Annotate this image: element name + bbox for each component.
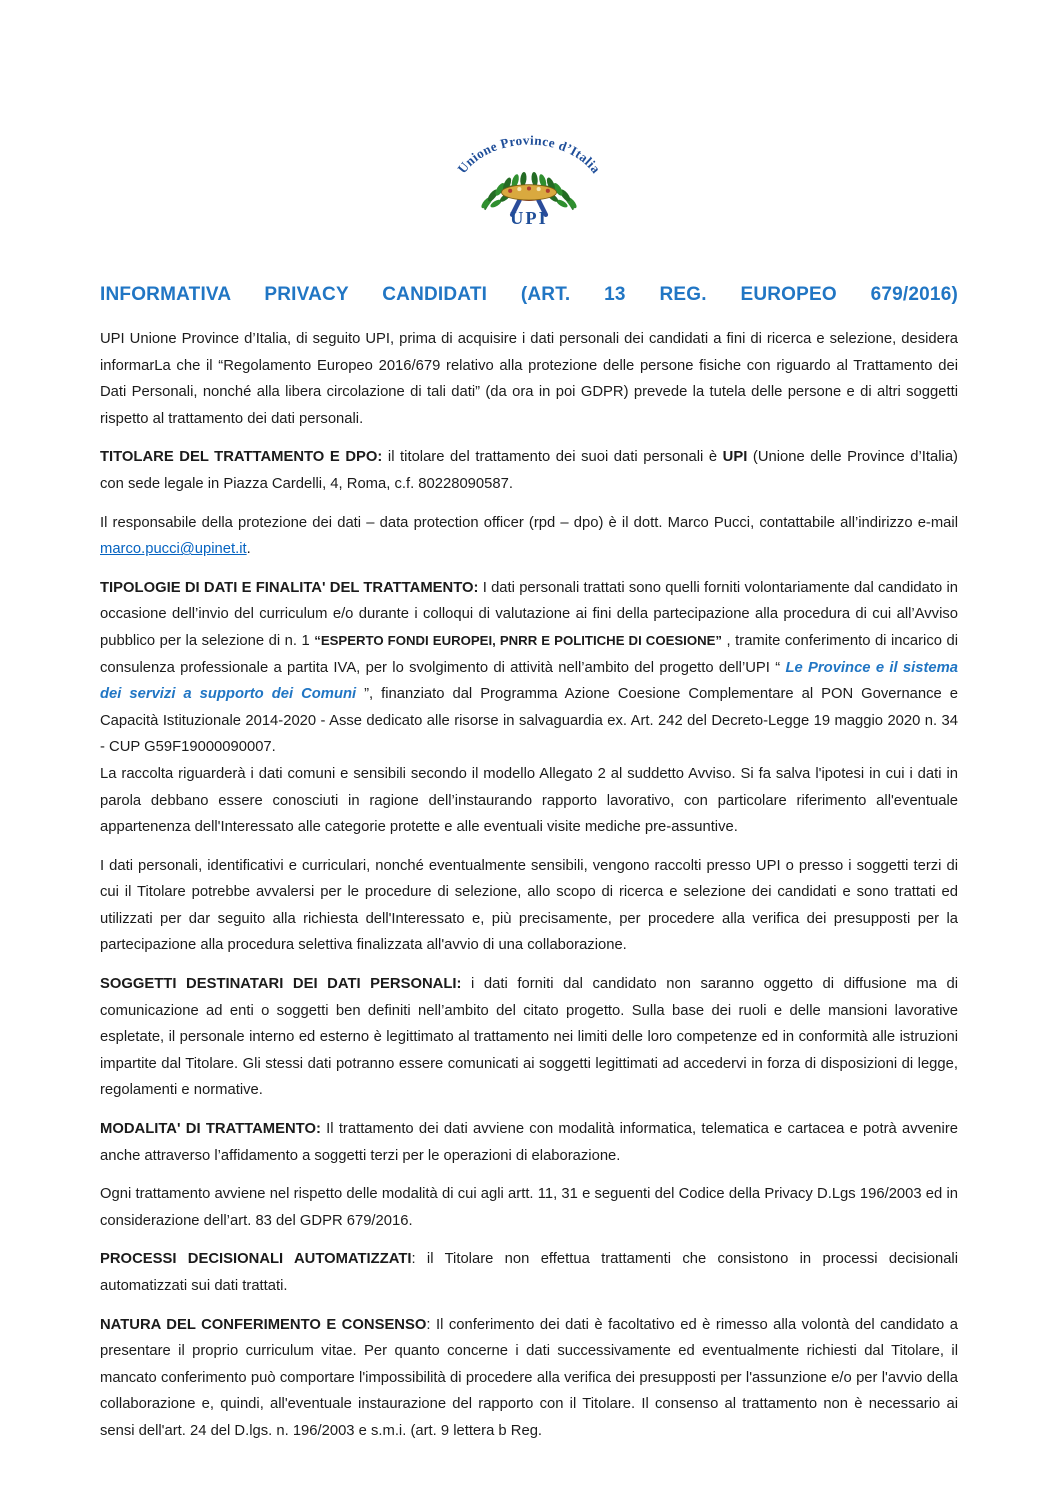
paragraph-soggetti-destinatari xyxy=(100,971,958,1104)
section-lead-titolare: TITOLARE DEL TRATTAMENTO E DPO: xyxy=(100,449,383,466)
text-run: : Il conferimento dei dati è facoltativo ed è rimesso alla volontà del candidato a presentare il proprio curriculum vitae. Per quanto concerne i dati successivamente ed eventualmente richiesti dal Titolare, il mancato conferimento può comportare l'impossibilità di procedere alla verifica dei presupposti per l'assunzione e/o per l'avvio della collaborazione e, quindi, all'eventuale instaurazione del rapporto con il Titolare. Il consenso al trattamento non è necessario ai sensi dell'art. 24 del D.lgs. n. 196/2003 e s.m.i. (art. 9 lettera b Reg. xyxy=(100,1316,958,1439)
section-lead-soggetti: SOGGETTI DESTINATARI DEI DATI PERSONALI: xyxy=(100,976,462,993)
text-run: I dati personali, identificativi e curriculari, nonché eventualmente sensibili, vengono raccolti presso UPI o presso i soggetti terzi di cui il Titolare potrebbe avvalersi per le procedure di selezione, allo scopo di ricerca e selezione dei candidati e sono trattati ed utilizzati per dar seguito alla richiesta dell'Interessato e, più precisamente, per procedere alla verifica dei presupposti per la partecipazione alla procedura selettiva finalizzata all'avvio di una collaborazione. xyxy=(100,857,958,954)
email-link[interactable]: marco.pucci@upinet.it xyxy=(100,541,247,558)
text-run: . xyxy=(246,541,251,558)
paragraph-dpo-contact xyxy=(100,510,958,563)
text-run: il titolare del trattamento dei suoi dati personali è xyxy=(387,449,723,466)
section-lead-natura: NATURA DEL CONFERIMENTO E CONSENSO xyxy=(100,1316,427,1333)
paragraph-modalita xyxy=(100,1116,958,1169)
logo-arc-text: Unione Province d’Italia xyxy=(454,132,604,177)
document-body xyxy=(100,284,958,1445)
text-run: Il responsabile della protezione dei dati – data protection officer (rpd – dpo) è il dott. Marco Pucci, contattabile all’indirizzo e-mail xyxy=(100,514,958,531)
text-run-bold: UPI xyxy=(722,449,748,466)
paragraph-natura-consenso xyxy=(100,1312,958,1445)
section-lead-processi: PROCESSI DECISIONALI AUTOMATIZZATI xyxy=(100,1251,412,1268)
logo-acronym: UPI xyxy=(510,207,548,228)
paragraph-raccolta-dati xyxy=(100,853,958,959)
text-run: I dati personali trattati sono quelli forniti volontariamente dal candidato in occasione dell’invio del curriculum e/o durante i colloqui di valutazione ai fini della partecipazione alla procedura di cui all’Avviso pubblico per la selezione di n. 1 xyxy=(100,579,958,649)
section-lead-modalita: MODALITA' DI TRATTAMENTO: xyxy=(100,1121,321,1138)
text-run: ”, finanziato dal Programma Azione Coesione Complementare al PON Governance e Capacità Istituzionale 2014-2020 - Asse dedicato alle risorse in salvaguardia ex. Art. 242 del Decreto-Legge 19 maggio 2020 n. 34 - CUP G59F19000090007. xyxy=(100,686,958,756)
text-run-project-name: Le Province e il sistema dei servizi a supporto dei Comuni xyxy=(100,659,958,703)
text-run: UPI Unione Province d’Italia, di seguito UPI, prima di acquisire i dati personali dei candidati a fini di ricerca e selezione, desidera informarLa che il “Regolamento Europeo 2016/679 relativo alla protezione delle persone fisiche con riguardo al Trattamento dei Dati Personali, nonché alla libera circolazione di tali dati” (da ora in poi GDPR) prevede la tutela delle persone e di altri soggetti rispetto al trattamento dei dati personali. xyxy=(100,331,958,427)
upi-logo xyxy=(0,0,1058,228)
section-lead-tipologie: TIPOLOGIE DI DATI E FINALITA' DEL TRATTAMENTO: xyxy=(100,579,479,596)
page-title: INFORMATIVA PRIVACY CANDIDATI (ART. 13 REG. EUROPEO 679/2016) xyxy=(100,284,958,305)
paragraph-codice-privacy xyxy=(100,1181,958,1234)
text-run: , tramite conferimento di incarico di consulenza professionale a partita IVA, per lo svolgimento di attività nell’ambito del progetto dell’UPI “ xyxy=(100,632,958,676)
paragraph-intro xyxy=(100,326,958,432)
text-run-role-title: “ESPERTO FONDI EUROPEI, PNRR E POLITICHE DI COESIONE” xyxy=(314,632,723,648)
text-run: Ogni trattamento avviene nel rispetto delle modalità di cui agli artt. 11, 31 e seguenti del Codice della Privacy D.Lgs 196/2003 ed in considerazione dell’art. 83 del GDPR 679/2016. xyxy=(100,1186,958,1229)
paragraph-processi-automatizzati xyxy=(100,1246,958,1299)
paragraph-tipologie xyxy=(100,575,958,761)
upi-crest-icon xyxy=(439,118,619,228)
text-run: (Unione delle Province d’Italia) con sede legale in Piazza Cardelli, 4, Roma, c.f. 80228090587. xyxy=(100,449,958,492)
paragraph-raccolta xyxy=(100,761,958,841)
text-run: Il trattamento dei dati avviene con modalità informatica, telematica e cartacea e potrà avvenire anche attraverso l’affidamento a soggetti terzi per le operazioni di elaborazione. xyxy=(100,1121,958,1164)
paragraph-titolare-dpo xyxy=(100,444,958,497)
text-run: : il Titolare non effettua trattamenti che consistono in processi decisionali automatizzati sui dati trattati. xyxy=(100,1251,958,1294)
text-run: i dati forniti dal candidato non saranno oggetto di diffusione ma di comunicazione ad enti o soggetti ben definiti nell’ambito del citato progetto. Sulla base dei ruoli e delle mansioni lavorative espletate, il personale interno ed esterno è legittimato al trattamento nei limiti delle loro competenze ed in conformità alle istruzioni impartite dal Titolare. Gli stessi dati potranno essere comunicati ai soggetti legittimati ad accedervi in forza di disposizioni di legge, regolamenti e normative. xyxy=(100,976,958,1099)
text-run: La raccolta riguarderà i dati comuni e sensibili secondo il modello Allegato 2 al suddetto Avviso. Si fa salva l'ipotesi in cui i dati in parola debbano essere conosciuti in ragione dell’instaurando rapporto lavorativo, con particolare riferimento all'eventuale appartenenza dell'Interessato alle categorie protette e alle eventuali visite mediche pre-assuntive. xyxy=(100,765,958,836)
